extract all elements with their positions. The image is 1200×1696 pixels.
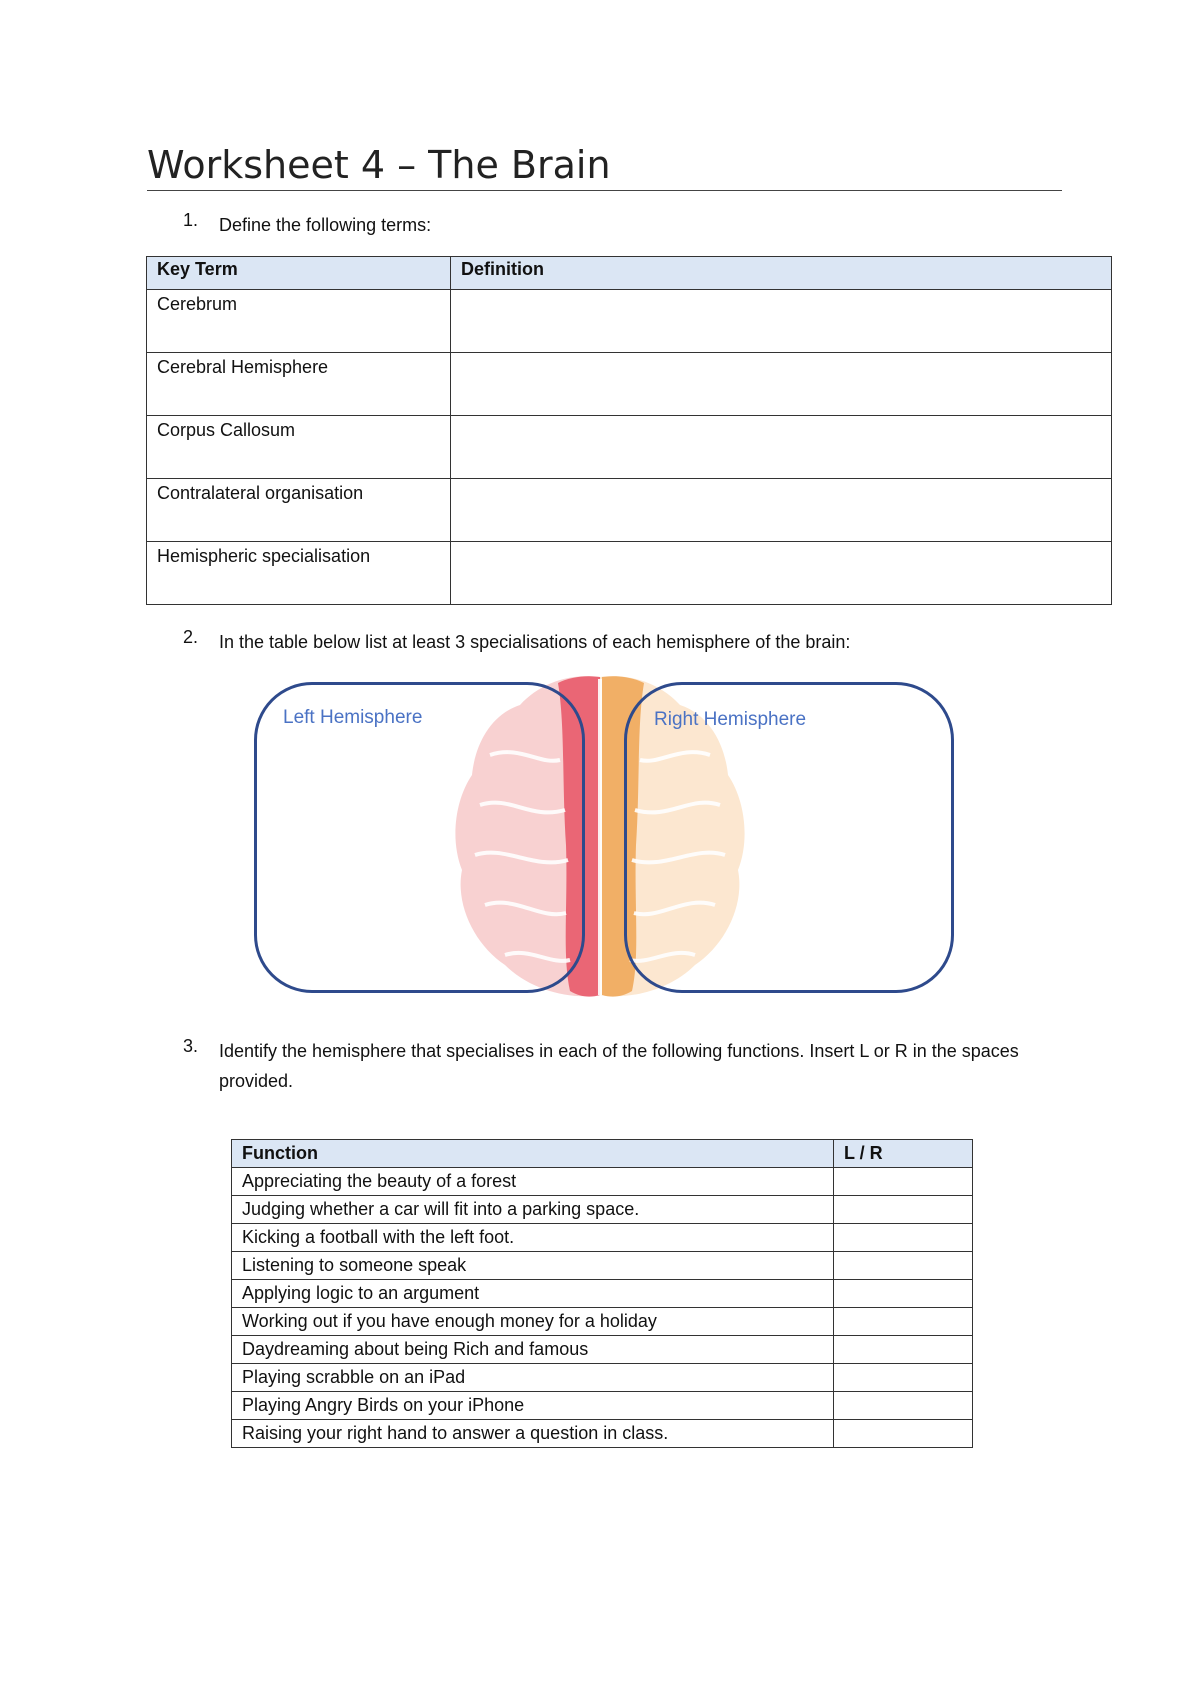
- function-cell: Raising your right hand to answer a question in class.: [232, 1420, 834, 1448]
- key-term-cell: Cerebrum: [147, 290, 451, 353]
- definition-cell[interactable]: [451, 542, 1112, 605]
- column-header: L / R: [834, 1140, 973, 1168]
- question-text: Identify the hemisphere that specialises in each of the following functions. Insert L or R in the spaces provided.: [219, 1041, 1019, 1091]
- table-row: [232, 1364, 973, 1392]
- table-row: [232, 1420, 973, 1448]
- column-header: Definition: [451, 257, 1112, 290]
- definition-cell[interactable]: [451, 290, 1112, 353]
- answer-cell[interactable]: [834, 1196, 973, 1224]
- key-terms-table: [146, 256, 1112, 605]
- table-row: [147, 479, 1112, 542]
- question-number: 3.: [183, 1036, 199, 1056]
- question-text: Define the following terms:: [219, 215, 432, 235]
- page-title: Worksheet 4 – The Brain: [147, 142, 1062, 191]
- table-row: [147, 353, 1112, 416]
- table-row: [147, 290, 1112, 353]
- column-header: Key Term: [147, 257, 451, 290]
- answer-cell[interactable]: [834, 1420, 973, 1448]
- question-text: In the table below list at least 3 specialisations of each hemisphere of the brain:: [219, 632, 851, 652]
- answer-cell[interactable]: [834, 1392, 973, 1420]
- answer-cell[interactable]: [834, 1280, 973, 1308]
- function-cell: Kicking a football with the left foot.: [232, 1224, 834, 1252]
- functions-table: [231, 1139, 973, 1448]
- function-cell: Playing Angry Birds on your iPhone: [232, 1392, 834, 1420]
- brain-hemispheres-diagram: [240, 665, 960, 1005]
- function-cell: Daydreaming about being Rich and famous: [232, 1336, 834, 1364]
- definition-cell[interactable]: [451, 353, 1112, 416]
- function-cell: Playing scrabble on an iPad: [232, 1364, 834, 1392]
- function-cell: Judging whether a car will fit into a parking space.: [232, 1196, 834, 1224]
- function-cell: Listening to someone speak: [232, 1252, 834, 1280]
- answer-cell[interactable]: [834, 1252, 973, 1280]
- table-row: [232, 1392, 973, 1420]
- table-row: [232, 1224, 973, 1252]
- table-row: [232, 1308, 973, 1336]
- key-term-cell: Contralateral organisation: [147, 479, 451, 542]
- function-cell: Appreciating the beauty of a forest: [232, 1168, 834, 1196]
- table-row: [147, 416, 1112, 479]
- function-cell: Applying logic to an argument: [232, 1280, 834, 1308]
- key-term-cell: Hemispheric specialisation: [147, 542, 451, 605]
- answer-cell[interactable]: [834, 1364, 973, 1392]
- key-term-cell: Corpus Callosum: [147, 416, 451, 479]
- answer-cell[interactable]: [834, 1336, 973, 1364]
- left-hemisphere-label: Left Hemisphere: [283, 707, 423, 728]
- right-hemisphere-label: Right Hemisphere: [654, 709, 807, 730]
- answer-cell[interactable]: [834, 1168, 973, 1196]
- table-header-row: [232, 1140, 973, 1168]
- table-row: [232, 1280, 973, 1308]
- table-row: [232, 1252, 973, 1280]
- answer-cell[interactable]: [834, 1308, 973, 1336]
- table-row: [232, 1336, 973, 1364]
- question-number: 2.: [183, 627, 199, 647]
- table-row: [147, 542, 1112, 605]
- table-header-row: [147, 257, 1112, 290]
- column-header: Function: [232, 1140, 834, 1168]
- question-number: 1.: [183, 210, 199, 230]
- key-term-cell: Cerebral Hemisphere: [147, 353, 451, 416]
- table-row: [232, 1196, 973, 1224]
- function-cell: Working out if you have enough money for a holiday: [232, 1308, 834, 1336]
- definition-cell[interactable]: [451, 416, 1112, 479]
- definition-cell[interactable]: [451, 479, 1112, 542]
- table-row: [232, 1168, 973, 1196]
- answer-cell[interactable]: [834, 1224, 973, 1252]
